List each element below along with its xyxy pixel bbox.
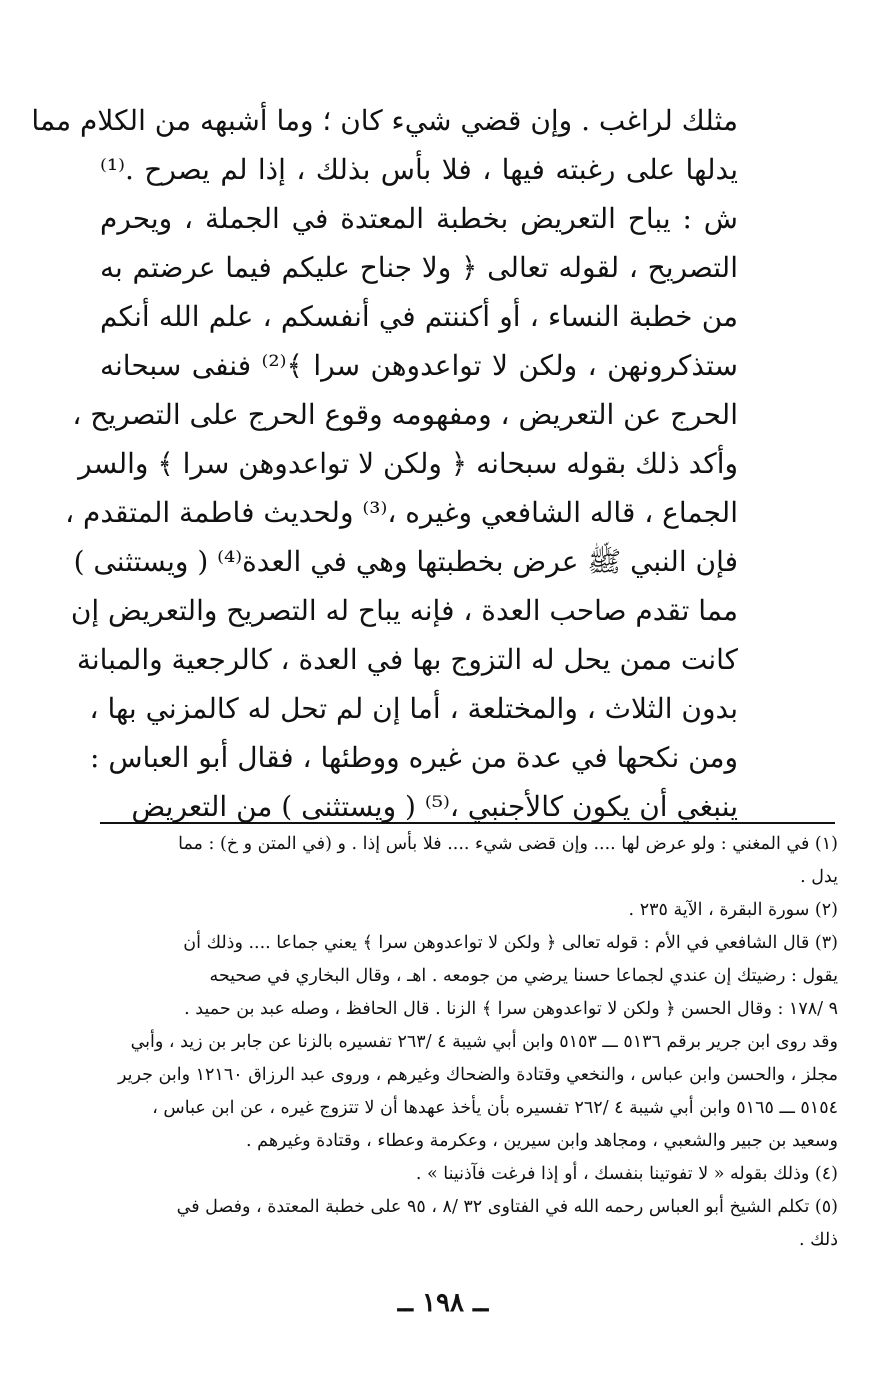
- footnote-line: يدل .: [800, 867, 838, 887]
- main-text-line: يدلها على رغبته فيها ، فلا بأس بذلك ، إذا لم يصرح .⁽¹⁾: [100, 153, 738, 186]
- footnote-2: [100, 894, 838, 927]
- footnote-line: يقول : رضيتك إن عندي لجماعا حسنا يرضي من جومعه . اهـ ، وقال البخاري في صحيحه: [209, 966, 838, 986]
- main-text-line: الحرج عن التعريض ، ومفهومه وقوع الحرج على التصريح ،: [72, 398, 738, 431]
- footnote-line: (٤) وذلك بقوله « لا تفوتينا بنفسك ، أو إذا فرغت فآذنينا » .: [415, 1164, 838, 1184]
- main-text-line: ش : يباح التعريض بخطبة المعتدة في الجملة ، ويحرم: [100, 202, 738, 235]
- main-text-line: بدون الثلاث ، والمختلعة ، أما إن لم تحل له كالمزني بها ،: [89, 692, 738, 725]
- footnote-line: (٢) سورة البقرة ، الآية ٢٣٥ .: [628, 900, 838, 920]
- main-text-line: وأكد ذلك بقوله سبحانه ﴿ ولكن لا تواعدوهن سرا ﴾ والسر: [78, 447, 738, 480]
- main-text-line: الجماع ، قاله الشافعي وغيره ،⁽³⁾ ولحديث فاطمة المتقدم ،: [65, 496, 738, 529]
- page-number: ــ ١٩٨ ــ: [397, 1288, 489, 1318]
- footnote-line: ذلك .: [799, 1230, 838, 1250]
- main-text: [31, 96, 738, 831]
- footnote-4: [100, 1158, 838, 1191]
- footnote-line: (٥) تكلم الشيخ أبو العباس رحمه الله في الفتاوى ٣٢ /٨ ، ٩٥ على خطبة المعتدة ، وفصل في: [176, 1197, 838, 1217]
- footnote-line: (٣) قال الشافعي في الأم : قوله تعالى ﴿ ولكن لا تواعدوهن سرا ﴾ يعني جماعا .... وذلك أن: [183, 933, 838, 953]
- footnotes: [100, 828, 838, 1257]
- footnote-1: [100, 828, 838, 894]
- footnote-line: وسعيد بن جبير والشعبي ، ومجاهد وابن سيرين ، وعكرمة وعطاء ، وقتادة وغيرهم .: [246, 1131, 838, 1151]
- main-text-line: ومن نكحها في عدة من غيره ووطئها ، فقال أبو العباس :: [90, 741, 738, 774]
- main-text-line: ينبغي أن يكون كالأجنبي ،⁽⁵⁾ ( ويستثنى ) من التعريض: [131, 790, 738, 823]
- main-text-line: التصريح ، لقوله تعالى ﴿ ولا جناح عليكم فيما عرضتم به: [100, 251, 738, 284]
- footnote-line: (١) في المغني : ولو عرض لها .... وإن قضى شيء .... فلا بأس إذا . و (في المتن و خ) : مما: [178, 834, 838, 854]
- footnote-line: مجلز ، والحسن وابن عباس ، والنخعي وقتادة والضحاك وغيرهم ، وروى عبد الرزاق ١٢١٦٠ وابن جرير: [117, 1065, 838, 1085]
- main-text-line: ستذكرونهن ، ولكن لا تواعدوهن سرا ﴾⁽²⁾ فنفى سبحانه: [100, 349, 738, 382]
- main-text-line: كانت ممن يحل له التزوج بها في العدة ، كالرجعية والمبانة: [76, 643, 738, 676]
- main-text-line: من خطبة النساء ، أو أكننتم في أنفسكم ، علم الله أنكم: [100, 300, 738, 333]
- footnote-line: ٥١٥٤ ـــ ٥١٦٥ وابن أبي شيبة ٤ /٢٦٢ تفسيره بأن يأخذ عهدها أن لا تتزوج غيره ، عن ابن عباس ،: [152, 1098, 838, 1118]
- footnote-5: [100, 1191, 838, 1257]
- footnote-line: وقد روى ابن جرير برقم ٥١٣٦ ـــ ٥١٥٣ وابن أبي شيبة ٤ /٢٦٣ تفسيره بالزنا عن جابر بن زيد ، وأبي: [130, 1032, 838, 1052]
- footnote-line: ٩ /١٧٨ : وقال الحسن ﴿ ولكن لا تواعدوهن سرا ﴾ الزنا . قال الحافظ ، وصله عبد بن حميد .: [184, 999, 838, 1019]
- main-text-line: مثلك لراغب . وإن قضي شيء كان ؛ وما أشبهه من الكلام مما: [31, 104, 738, 137]
- footnote-divider: [100, 822, 835, 824]
- main-text-line: مما تقدم صاحب العدة ، فإنه يباح له التصريح والتعريض إن: [70, 594, 738, 627]
- footnote-3: [100, 927, 838, 1158]
- main-text-line: فإن النبي ﷺ عرض بخطبتها وهي في العدة⁽⁴⁾ ( ويستثنى ): [73, 545, 738, 578]
